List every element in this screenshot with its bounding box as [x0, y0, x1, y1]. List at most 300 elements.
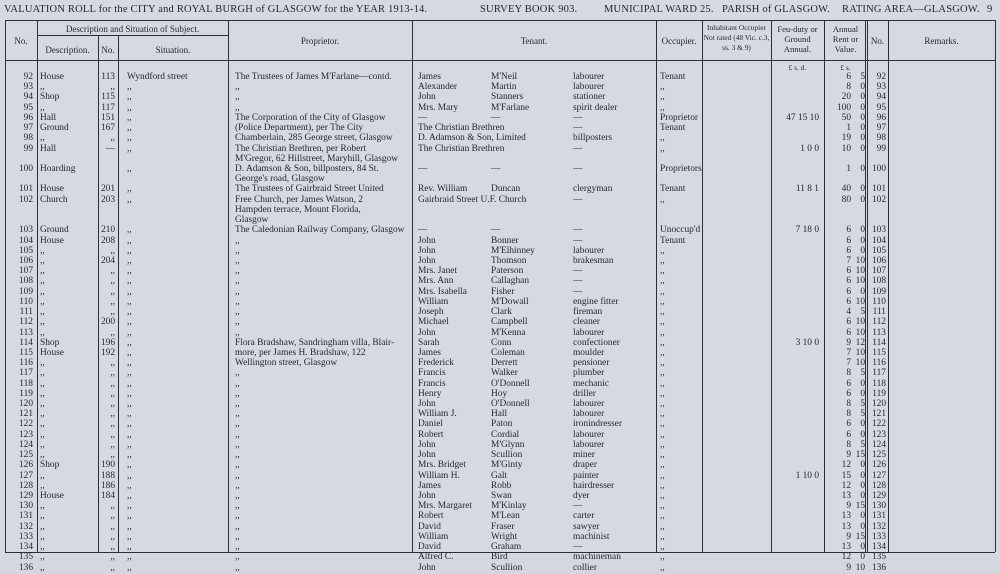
row-description: Shop	[40, 338, 60, 348]
row-annual-pounds: 4	[846, 307, 851, 317]
row-no: 120	[18, 399, 33, 409]
row-occupier: ,,	[660, 522, 665, 532]
row-street-number: 201	[100, 184, 115, 194]
row-proprietor: The Trustees of Gairbraid Street United	[235, 184, 384, 194]
desc-group-rule	[37, 35, 228, 36]
row-tenant-first: Mrs. Mary	[418, 103, 459, 113]
page-title-line	[0, 4, 1000, 18]
row-street-number: ,,	[110, 297, 115, 307]
row-annual-pounds: 6	[846, 389, 851, 399]
row-tenant-occupation: painter	[573, 471, 600, 481]
row-annual-pounds: 8	[846, 440, 851, 450]
row-tenant-occupation: sawyer	[573, 522, 600, 532]
row-annual-pounds: 9	[846, 450, 851, 460]
row-annual-shillings: 10	[855, 563, 865, 573]
row-situation: ,,	[127, 92, 132, 102]
row-tenant-first: Sarah	[418, 338, 440, 348]
row-proprietor: ,,	[235, 317, 240, 327]
row-annual-shillings: 10	[855, 328, 865, 338]
row-street-number: 192	[100, 348, 115, 358]
row-annual-shillings: 5	[860, 409, 865, 419]
row-occupier: ,,	[660, 328, 665, 338]
row-situation: ,,	[127, 225, 132, 235]
row-proprietor: ,,	[235, 307, 240, 317]
row-street-number: ,,	[110, 358, 115, 368]
row-no-right: 113	[872, 328, 886, 338]
row-tenant-surname: Paton	[491, 419, 513, 429]
row-proprietor: ,,	[235, 409, 240, 419]
row-no: 101	[18, 184, 33, 194]
row-occupier: ,,	[660, 409, 665, 419]
row-tenant-occupation: —	[573, 287, 583, 297]
row-no: 93	[23, 82, 33, 92]
row-description: ,,	[40, 389, 45, 399]
row-no: 115	[19, 348, 33, 358]
row-street-number: 184	[100, 491, 115, 501]
header-inhabitant: Inhabitant Occupier Not rated (48 Vic. c.3, ss. 3 & 9)	[703, 23, 770, 52]
row-annual-pounds: 9	[846, 338, 851, 348]
row-proprietor: ,,	[235, 287, 240, 297]
header-situation: Situation.	[155, 45, 191, 55]
row-annual-shillings: 0	[860, 552, 865, 562]
row-tenant-surname: M'Neil	[491, 72, 518, 82]
row-description: Hall	[40, 144, 57, 154]
row-street-number: ,,	[110, 307, 115, 317]
row-street-number: 167	[100, 123, 115, 133]
row-situation: ,,	[127, 113, 132, 123]
row-no-right: 127	[871, 471, 886, 481]
row-tenant-occupation: —	[573, 225, 583, 235]
row-situation: ,,	[127, 481, 132, 491]
row-situation: ,,	[127, 389, 132, 399]
header-annual-units: £ s.	[840, 63, 851, 72]
row-proprietor: The Corporation of the City of Glasgow	[235, 113, 386, 123]
row-no: 123	[18, 430, 33, 440]
row-no: 131	[18, 511, 33, 521]
row-proprietor: ,,	[235, 103, 240, 113]
row-annual-pounds: 6	[846, 236, 851, 246]
row-occupier: ,,	[660, 246, 665, 256]
row-street-number: ,,	[110, 399, 115, 409]
row-tenant-occupation: fireman	[573, 307, 603, 317]
row-annual-pounds: 7	[846, 348, 851, 358]
row-tenant-first: D. Adamson & Son, Limited	[418, 133, 526, 143]
row-situation: ,,	[127, 164, 132, 174]
row-proprietor: ,,	[235, 379, 240, 389]
row-no-right: 129	[871, 491, 886, 501]
row-no: 126	[18, 460, 33, 470]
row-occupier: ,,	[660, 348, 665, 358]
row-situation: Wyndford street	[127, 72, 188, 82]
row-annual-shillings: 0	[860, 542, 865, 552]
row-annual-pounds: 12	[841, 481, 851, 491]
row-occupier: ,,	[660, 460, 665, 470]
row-annual-shillings: 10	[855, 297, 865, 307]
page-number: 9	[987, 4, 993, 15]
row-tenant-surname: Derrett	[491, 358, 518, 368]
row-situation: ,,	[127, 552, 132, 562]
row-description: House	[40, 236, 64, 246]
row-tenant-occupation: driller	[573, 389, 596, 399]
row-tenant-occupation: engine fitter	[573, 297, 619, 307]
header-annual: Annual Rent or Value.	[832, 24, 859, 54]
row-tenant-first: Mrs. Janet	[418, 266, 458, 276]
row-description: ,,	[40, 532, 45, 542]
row-tenant-surname: M'Lean	[491, 511, 520, 521]
row-tenant-surname: Hall	[491, 409, 508, 419]
row-annual-pounds: 6	[846, 246, 851, 256]
row-annual-shillings: 0	[860, 481, 865, 491]
row-no-right: 109	[871, 287, 886, 297]
row-no-right: 110	[872, 297, 886, 307]
row-no: 117	[19, 368, 33, 378]
row-tenant-occupation: miner	[573, 450, 595, 460]
row-situation: ,,	[127, 195, 132, 205]
row-no: 129	[18, 491, 33, 501]
row-no: 103	[18, 225, 33, 235]
row-annual-shillings: 0	[860, 460, 865, 470]
row-tenant-first: Frederick	[418, 358, 454, 368]
row-street-number: ,,	[110, 287, 115, 297]
row-description: ,,	[40, 358, 45, 368]
row-tenant-occupation: —	[573, 164, 583, 174]
row-occupier: ,,	[660, 338, 665, 348]
row-description: ,,	[40, 440, 45, 450]
row-feuduty: 7 18 0	[795, 225, 819, 235]
row-no-right: 101	[871, 184, 886, 194]
row-proprietor: The Caledonian Railway Company, Glasgow	[235, 225, 405, 235]
row-annual-shillings: 0	[860, 113, 865, 123]
row-no-right: 124	[871, 440, 886, 450]
row-proprietor: D. Adamson & Son, billposters, 84 St.	[235, 164, 379, 174]
municipal-ward: MUNICIPAL WARD 25.	[604, 4, 714, 15]
row-tenant-first: Francis	[418, 368, 446, 378]
row-proprietor: ,,	[235, 501, 240, 511]
row-tenant-occupation: labourer	[573, 430, 605, 440]
row-proprietor: ,,	[235, 276, 240, 286]
row-no-right: 131	[871, 511, 886, 521]
row-annual-shillings: 15	[855, 532, 865, 542]
row-no-right: 125	[871, 450, 886, 460]
row-no-right: 136	[871, 563, 886, 573]
row-description: ,,	[40, 501, 45, 511]
row-tenant-first: David	[418, 542, 441, 552]
row-annual-pounds: 6	[846, 297, 851, 307]
row-annual-shillings: 0	[860, 287, 865, 297]
row-annual-pounds: 6	[846, 266, 851, 276]
row-no-right: 104	[871, 236, 886, 246]
row-tenant-first: Robert	[418, 511, 444, 521]
row-annual-shillings: 0	[860, 522, 865, 532]
roll-title: VALUATION ROLL for the CITY and ROYAL BURGH of GLASGOW for the YEAR 1913-14.	[4, 4, 428, 15]
row-no-right: 132	[871, 522, 886, 532]
row-tenant-surname: M'Kinlay	[491, 501, 527, 511]
row-annual-shillings: 0	[860, 430, 865, 440]
row-description: ,,	[40, 287, 45, 297]
row-annual-shillings: 0	[860, 471, 865, 481]
row-description: ,,	[40, 276, 45, 286]
row-tenant-first: David	[418, 522, 441, 532]
row-annual-pounds: 6	[846, 276, 851, 286]
row-occupier: ,,	[660, 195, 665, 205]
row-tenant-first: Mrs. Isabella	[418, 287, 467, 297]
row-annual-shillings: 0	[860, 82, 865, 92]
row-street-number: ,,	[110, 542, 115, 552]
row-proprietor: (Police Department), per The City	[235, 123, 364, 133]
row-street-number: 210	[100, 225, 115, 235]
row-annual-pounds: 1	[846, 123, 851, 133]
row-street-number: 186	[100, 481, 115, 491]
row-description: ,,	[40, 256, 45, 266]
row-proprietor: ,,	[235, 563, 240, 573]
row-tenant-occupation: —	[573, 123, 583, 133]
row-situation: ,,	[127, 501, 132, 511]
row-tenant-surname: Duncan	[491, 184, 521, 194]
row-tenant-first: John	[418, 440, 436, 450]
row-tenant-occupation: plumber	[573, 368, 605, 378]
row-occupier: ,,	[660, 399, 665, 409]
row-tenant-first: William	[418, 532, 449, 542]
row-annual-pounds: 13	[841, 522, 851, 532]
row-tenant-first: John	[418, 563, 436, 573]
row-situation: ,,	[127, 471, 132, 481]
row-annual-pounds: 13	[841, 491, 851, 501]
row-occupier: ,,	[660, 287, 665, 297]
header-feuduty-units: £ s. d.	[788, 63, 807, 72]
row-proprietor: ,,	[235, 471, 240, 481]
row-description: Ground	[40, 225, 69, 235]
column-rule	[412, 20, 413, 552]
row-tenant-surname: Fraser	[491, 522, 515, 532]
row-no-right: 94	[876, 92, 886, 102]
row-annual-pounds: 7	[846, 256, 851, 266]
row-occupier: Proprietors	[660, 164, 702, 174]
row-proprietor: ,,	[235, 399, 240, 409]
row-no: 132	[18, 522, 33, 532]
row-situation: ,,	[127, 430, 132, 440]
row-description: Church	[40, 195, 68, 205]
row-annual-shillings: 5	[860, 307, 865, 317]
row-situation: ,,	[127, 409, 132, 419]
row-occupier: ,,	[660, 307, 665, 317]
row-proprietor: ,,	[235, 389, 240, 399]
table-top-rule	[5, 20, 995, 21]
header-description: Description.	[45, 45, 90, 55]
row-tenant-occupation: dyer	[573, 491, 590, 501]
row-tenant-surname: Graham	[491, 542, 522, 552]
row-no: 124	[18, 440, 33, 450]
row-no: 121	[18, 409, 33, 419]
row-tenant-occupation: hairdresser	[573, 481, 615, 491]
row-annual-shillings: 10	[855, 256, 865, 266]
row-tenant-occupation: billposters	[573, 133, 613, 143]
row-no: 105	[18, 246, 33, 256]
row-tenant-occupation: —	[573, 113, 583, 123]
row-tenant-occupation: labourer	[573, 72, 605, 82]
row-no: 130	[18, 501, 33, 511]
row-tenant-first: John	[418, 92, 436, 102]
row-tenant-surname: Coleman	[491, 348, 525, 358]
row-tenant-occupation: pensioner	[573, 358, 610, 368]
row-occupier: ,,	[660, 552, 665, 562]
row-proprietor: more, per James H. Bradshaw, 122	[235, 348, 366, 358]
row-tenant-first: Michael	[418, 317, 449, 327]
row-situation: ,,	[127, 256, 132, 266]
row-annual-pounds: 7	[846, 358, 851, 368]
row-situation: ,,	[127, 287, 132, 297]
row-feuduty: 11 8 1	[795, 184, 819, 194]
row-situation: ,,	[127, 522, 132, 532]
row-tenant-first: William	[418, 297, 449, 307]
row-tenant-surname: M'Elhinney	[491, 246, 535, 256]
rating-area: RATING AREA—GLASGOW.	[842, 4, 980, 15]
row-tenant-occupation: —	[573, 276, 583, 286]
row-proprietor: ,,	[235, 460, 240, 470]
row-street-number: ,,	[110, 522, 115, 532]
row-street-number: ,,	[110, 430, 115, 440]
row-street-number: ,,	[110, 276, 115, 286]
row-description: House	[40, 184, 64, 194]
row-feuduty: 1 0 0	[800, 144, 819, 154]
row-annual-shillings: 0	[860, 511, 865, 521]
row-description: ,,	[40, 133, 45, 143]
row-description: ,,	[40, 450, 45, 460]
row-description: ,,	[40, 368, 45, 378]
row-street-number: ,,	[110, 266, 115, 276]
row-no: 107	[18, 266, 33, 276]
row-no-right: 102	[871, 195, 886, 205]
row-no-right: 96	[876, 113, 886, 123]
row-tenant-occupation: —	[573, 144, 583, 154]
row-occupier: ,,	[660, 103, 665, 113]
row-proprietor: The Trustees of James M'Farlane—contd.	[235, 72, 392, 82]
row-annual-pounds: 8	[846, 368, 851, 378]
row-no-right: 130	[871, 501, 886, 511]
row-occupier: ,,	[660, 440, 665, 450]
row-no-right: 112	[872, 317, 886, 327]
row-proprietor: ,,	[235, 92, 240, 102]
row-proprietor: Chamberlain, 285 George street, Glasgow	[235, 133, 393, 143]
row-tenant-occupation: carter	[573, 511, 595, 521]
row-description: ,,	[40, 481, 45, 491]
column-rule	[702, 20, 703, 552]
row-no-right: 117	[872, 368, 886, 378]
row-annual-pounds: 6	[846, 430, 851, 440]
row-annual-pounds: 9	[846, 501, 851, 511]
row-description: ,,	[40, 317, 45, 327]
row-no-right: 118	[872, 379, 886, 389]
row-tenant-surname: Cordial	[491, 430, 520, 440]
row-tenant-surname: Clark	[491, 307, 512, 317]
row-street-number: —	[105, 144, 115, 154]
row-no: 102	[18, 195, 33, 205]
row-no: 109	[18, 287, 33, 297]
row-tenant-occupation: machinist	[573, 532, 610, 542]
row-tenant-first: —	[418, 164, 428, 174]
row-no-right: 95	[876, 103, 886, 113]
row-proprietor: Hampden terrace, Mount Florida,	[235, 205, 361, 215]
row-annual-shillings: 10	[855, 317, 865, 327]
row-tenant-occupation: spirit dealer	[573, 103, 618, 113]
row-annual-shillings: 5	[860, 440, 865, 450]
row-no: 106	[18, 256, 33, 266]
row-no-right: 108	[871, 276, 886, 286]
row-occupier: ,,	[660, 379, 665, 389]
row-occupier: Proprietor	[660, 113, 699, 123]
header-desc-group: Description and Situation of Subject.	[65, 24, 200, 34]
row-annual-pounds: 10	[841, 144, 851, 154]
row-description: ,,	[40, 399, 45, 409]
row-description: ,,	[40, 297, 45, 307]
row-situation: ,,	[127, 236, 132, 246]
row-tenant-surname: M'Glynn	[491, 440, 525, 450]
row-tenant-surname: —	[491, 164, 501, 174]
row-no-right: 103	[871, 225, 886, 235]
row-description: ,,	[40, 307, 45, 317]
row-tenant-surname: Paterson	[491, 266, 524, 276]
row-annual-pounds: 40	[841, 184, 851, 194]
row-proprietor: ,,	[235, 368, 240, 378]
row-proprietor: The Christian Brethren, per Robert	[235, 144, 366, 154]
row-proprietor: Free Church, per James Watson, 2	[235, 195, 363, 205]
row-annual-pounds: 1	[846, 164, 851, 174]
row-situation: ,,	[127, 563, 132, 573]
row-tenant-occupation: —	[573, 266, 583, 276]
row-occupier: ,,	[660, 419, 665, 429]
row-tenant-surname: Fisher	[491, 287, 515, 297]
row-annual-shillings: 0	[860, 133, 865, 143]
row-annual-shillings: 0	[860, 184, 865, 194]
row-description: ,,	[40, 82, 45, 92]
row-annual-pounds: 13	[841, 542, 851, 552]
row-tenant-first: Mrs. Margaret	[418, 501, 472, 511]
row-no: 127	[18, 471, 33, 481]
row-situation: ,,	[127, 348, 132, 358]
row-occupier: ,,	[660, 266, 665, 276]
row-occupier: ,,	[660, 491, 665, 501]
row-feuduty: 1 10 0	[795, 471, 819, 481]
row-street-number: ,,	[110, 379, 115, 389]
row-annual-shillings: 10	[855, 358, 865, 368]
row-no-right: 93	[876, 82, 886, 92]
row-situation: ,,	[127, 276, 132, 286]
column-rule	[995, 20, 996, 552]
column-rule-thick	[865, 20, 866, 552]
row-annual-pounds: 20	[841, 92, 851, 102]
survey-book: SURVEY BOOK 903.	[480, 4, 578, 15]
row-street-number: 204	[100, 256, 115, 266]
row-proprietor: ,,	[235, 481, 240, 491]
row-feuduty: 3 10 0	[795, 338, 819, 348]
parish: PARISH of GLASGOW.	[722, 4, 831, 15]
header-no2: No.	[870, 36, 885, 46]
row-tenant-occupation: —	[573, 542, 583, 552]
row-annual-shillings: 0	[860, 379, 865, 389]
row-no-right: 115	[872, 348, 886, 358]
row-annual-shillings: 5	[860, 399, 865, 409]
row-street-number: ,,	[110, 511, 115, 521]
row-description: Hall	[40, 113, 57, 123]
row-tenant-occupation: labourer	[573, 409, 605, 419]
row-occupier: ,,	[660, 430, 665, 440]
row-no: 114	[19, 338, 33, 348]
row-tenant-surname: O'Donnell	[491, 399, 530, 409]
row-annual-pounds: 19	[841, 133, 851, 143]
row-description: House	[40, 491, 64, 501]
row-description: ,,	[40, 409, 45, 419]
row-tenant-first: Mrs. Ann	[418, 276, 454, 286]
row-description: ,,	[40, 430, 45, 440]
